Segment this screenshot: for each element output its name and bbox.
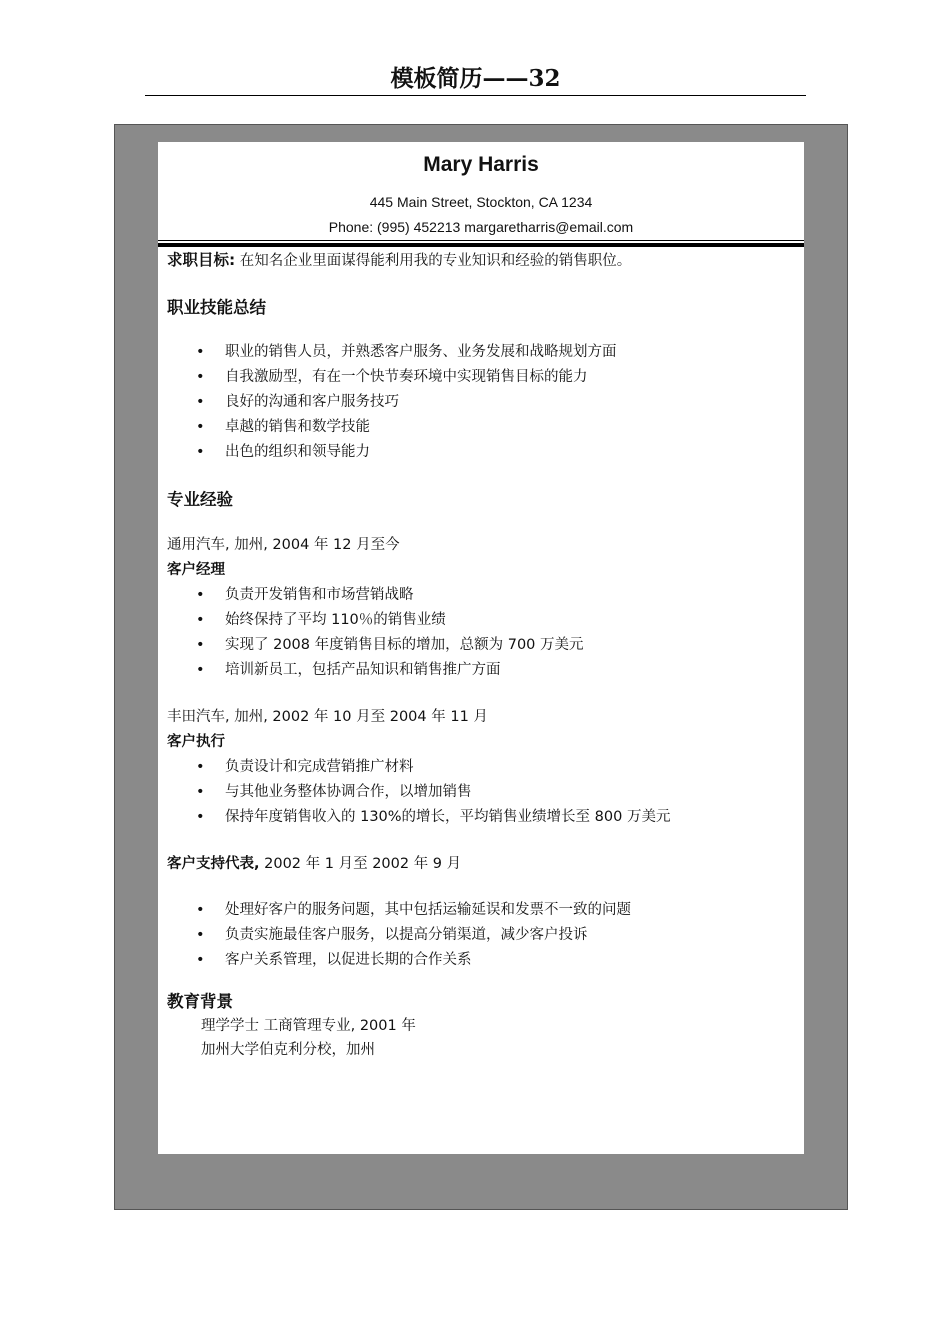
job-company-line: 通用汽车, 加州, 2004 年 12 月至今 [167,537,400,553]
list-item [167,658,797,683]
list-item-text: 卓越的销售和数学技能 [225,419,370,435]
list-item [167,390,797,415]
experience-heading: 专业经验 [167,490,233,509]
bullet-icon: • [196,394,205,410]
resume-sheet [158,142,804,1154]
list-item [167,948,797,973]
job-title: 客户经理 [167,562,225,578]
list-item [167,608,797,633]
list-item [167,340,797,365]
list-item-text: 实现了 2008 年度销售目标的增加，总额为 700 万美元 [225,637,584,653]
list-item-text: 负责开发销售和市场营销战略 [225,587,414,603]
list-item-text: 培训新员工，包括产品知识和销售推广方面 [225,662,501,678]
list-item [167,440,797,465]
job-company-line: 丰田汽车, 加州, 2002 年 10 月至 2004 年 11 月 [167,709,488,725]
job-dates: 2002 年 1 月至 2002 年 9 月 [259,856,462,872]
objective-text: 在知名企业里面谋得能利用我的专业知识和经验的销售职位。 [235,253,632,269]
list-item-text: 始终保持了平均 110％的销售业绩 [225,612,446,628]
list-item-text: 负责实施最佳客户服务，以提高分销渠道，减少客户投诉 [225,927,588,943]
bullet-icon: • [196,759,205,775]
list-item-text: 自我激励型，有在一个快节奏环境中实现销售目标的能力 [225,369,588,385]
bullet-icon: • [196,902,205,918]
job-duties-list [167,898,797,973]
job-title-line [167,852,797,877]
bullet-icon: • [196,952,205,968]
job-duties-list [167,755,797,830]
title-underline [145,95,806,96]
bullet-icon: • [196,662,205,678]
education-degree: 理学学士 工商管理专业, 2001 年 [201,1018,416,1034]
skills-list [167,340,797,465]
bullet-icon: • [196,927,205,943]
bullet-icon: • [196,587,205,603]
address-line: 445 Main Street, Stockton, CA 1234 [369,194,593,210]
job-title: 客户执行 [167,734,225,750]
resume-body [167,248,797,1062]
list-item-text: 良好的沟通和客户服务技巧 [225,394,399,410]
bullet-icon: • [196,344,205,360]
header-divider-thick [158,243,804,247]
list-item-text: 职业的销售人员，并熟悉客户服务、业务发展和战略规划方面 [225,344,617,360]
header-divider-thin [158,240,804,241]
bullet-icon: • [196,444,205,460]
job-title: 客户支持代表, [167,856,260,872]
list-item-text: 处理好客户的服务问题，其中包括运输延误和发票不一致的问题 [225,902,631,918]
bullet-icon: • [196,612,205,628]
list-item [167,415,797,440]
list-item-text: 出色的组织和领导能力 [225,444,370,460]
list-item [167,923,797,948]
bullet-icon: • [196,784,205,800]
objective-label: 求职目标: [167,251,236,269]
education-school: 加州大学伯克利分校，加州 [201,1042,375,1058]
list-item-text: 客户关系管理，以促进长期的合作关系 [225,952,472,968]
bullet-icon: • [196,809,205,825]
list-item [167,583,797,608]
list-item [167,805,797,830]
education-heading: 教育背景 [167,992,233,1011]
objective [167,248,797,274]
list-item-text: 负责设计和完成营销推广材料 [225,759,414,775]
bullet-icon: • [196,369,205,385]
bullet-icon: • [196,637,205,653]
document-title: 模板简历——32 [390,65,561,92]
job-duties-list [167,583,797,683]
list-item [167,755,797,780]
skills-heading: 职业技能总结 [167,298,266,317]
list-item [167,780,797,805]
contact-line: Phone: (995) 452213 margaretharris@email.com [328,219,634,235]
candidate-name: Mary Harris [423,153,539,176]
list-item-text: 与其他业务整体协调合作，以增加销售 [225,784,472,800]
list-item [167,633,797,658]
list-item [167,365,797,390]
bullet-icon: • [196,419,205,435]
list-item-text: 保持年度销售收入的 130%的增长，平均销售业绩增长至 800 万美元 [225,809,671,825]
list-item [167,898,797,923]
